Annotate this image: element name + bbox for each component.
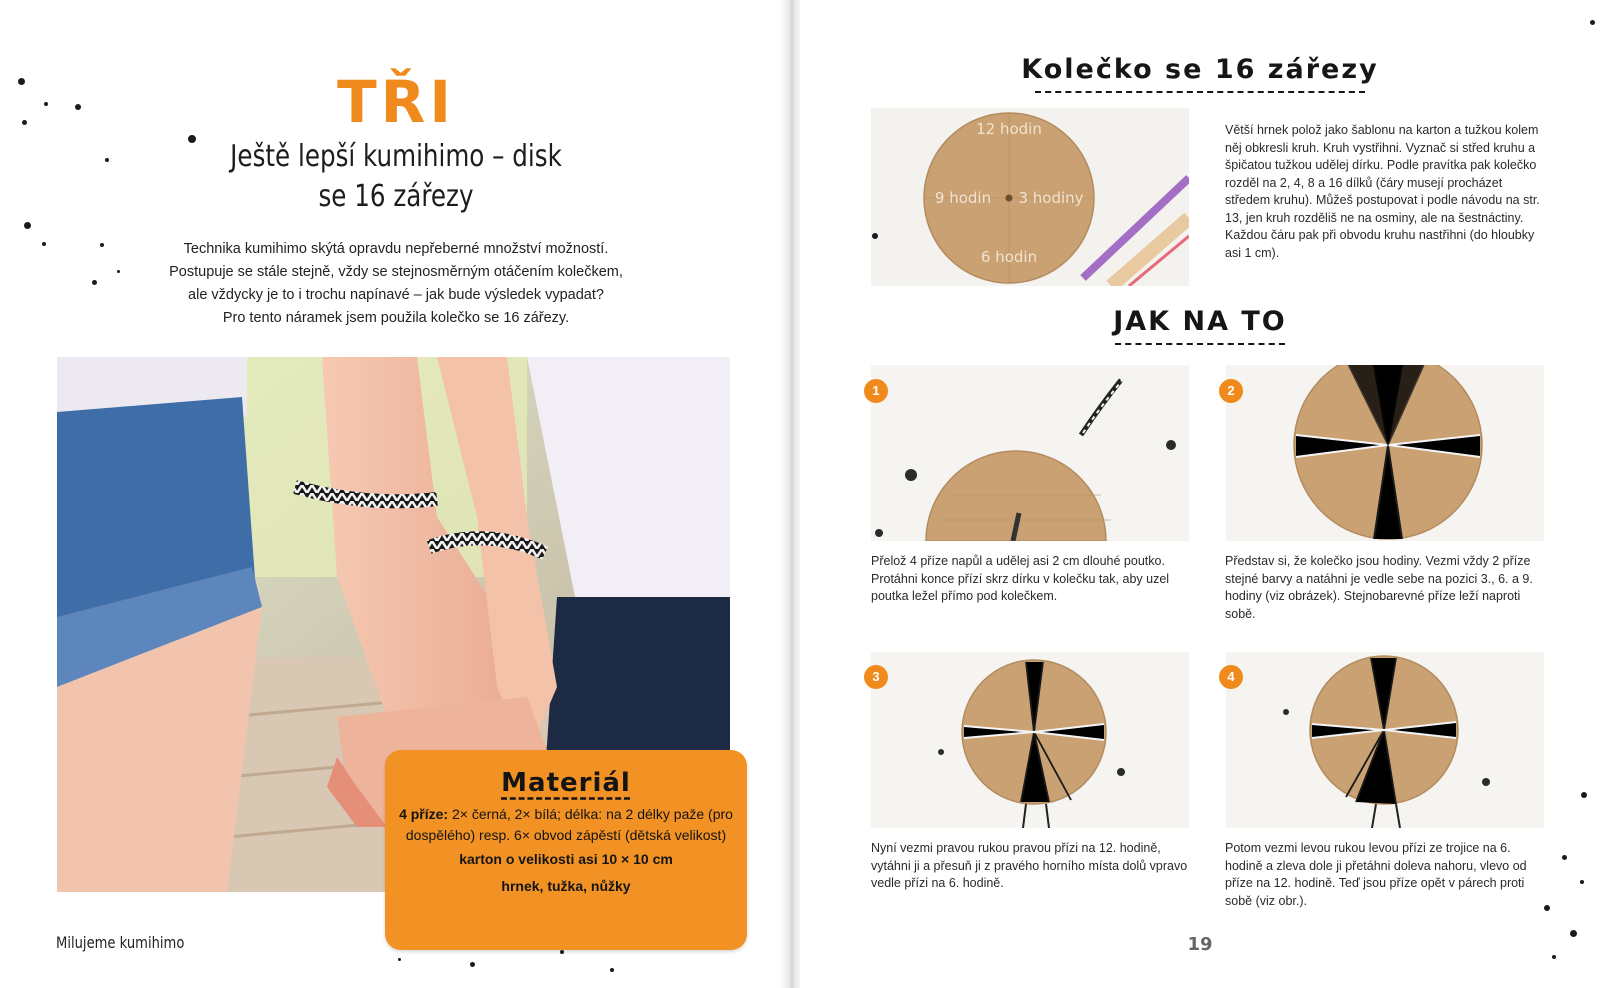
disc-heading-text: Kolečko se 16 zářezy <box>1021 54 1379 85</box>
ink-dot <box>1552 955 1556 959</box>
ink-dot <box>1562 855 1567 860</box>
title-line: se 16 zářezy <box>318 179 474 214</box>
title-line: Ještě lepší kumihimo – disk <box>230 139 562 174</box>
ink-dot <box>470 962 475 967</box>
intro-line: Postupuje se stále stejně, vždy se stejnosměrným otáčením kolečkem, <box>169 264 623 280</box>
disc-heading <box>1020 54 1380 93</box>
step-3-illustration <box>871 652 1189 828</box>
step-3-photo <box>871 652 1189 828</box>
step-2-text: Představ si, že kolečko jsou hodiny. Vezmi vždy 2 příze stejné barvy a natáhni je vedle sebe na pozici 3., 6. a 9. hodiny (viz obrázek). Stejnobarevné příze leží naproti sobě. <box>1225 554 1533 621</box>
book-title-footer: Milujeme kumihimo <box>56 933 185 952</box>
material-tools: hrnek, tužka, nůžky <box>501 878 631 894</box>
ink-dot <box>560 950 564 954</box>
disc-label-9: 9 hodin <box>934 189 992 207</box>
step-1-text: Přelož 4 příze napůl a udělej asi 2 cm dlouhé poutko. Protáhni konce přízí skrz dírku v kolečku tak, aby uzel poutka ležel přímo pod kolečkem. <box>871 554 1170 603</box>
ink-dot <box>1590 20 1595 25</box>
intro-line: Pro tento náramek jsem použila kolečko se 16 zářezy. <box>222 310 570 326</box>
step-1-illustration <box>871 365 1189 541</box>
page-number: 19 <box>1187 934 1213 955</box>
step-3-badge: 3 <box>864 665 888 689</box>
right-page <box>800 0 1600 988</box>
step-3-text: Nyní vezmi pravou rukou pravou přízi na 12. hodině, vytáhni ji a přesuň ji z pravého horního místa dolů vpravo vedle přízi na 6. hodině. <box>871 841 1188 890</box>
cardboard-disc-photo <box>871 108 1189 286</box>
chapter-number: TŘI <box>337 68 455 136</box>
ink-dot <box>1570 930 1577 937</box>
ink-dot <box>1580 880 1584 884</box>
step-2-illustration <box>1226 365 1544 541</box>
step-2-badge: 2 <box>1219 379 1243 403</box>
material-yarn <box>399 804 733 846</box>
material-heading: Materiál <box>501 768 631 798</box>
heading-dashed-rule <box>1115 343 1285 345</box>
heading-dashed-rule <box>1035 91 1365 93</box>
ink-dot <box>610 968 614 972</box>
step-1-badge: 1 <box>864 379 888 403</box>
marked-disc-illustration <box>871 108 1189 286</box>
howto-heading <box>1110 306 1290 345</box>
ink-dot <box>398 958 401 961</box>
disc-label-3: 3 hodiny <box>1018 189 1084 207</box>
intro-line: ale vždycky je to i trochu napínavé – jak bude výsledek vypadat? <box>188 287 604 303</box>
ink-dot <box>42 242 46 246</box>
intro-line: Technika kumihimo skýtá opravdu nepřeberné množství možností. <box>183 241 609 257</box>
step-4-photo <box>1226 652 1544 828</box>
left-page <box>0 0 792 988</box>
disc-label-12: 12 hodin <box>976 120 1042 138</box>
disc-label-6: 6 hodin <box>980 248 1038 266</box>
intro-text <box>120 238 672 330</box>
ink-dot <box>24 222 31 229</box>
material-cardboard: karton o velikosti asi 10 × 10 cm <box>459 851 673 867</box>
material-yarn-label: 4 příze: <box>399 806 449 822</box>
step-4-badge: 4 <box>1219 665 1243 689</box>
ink-dot <box>100 243 104 247</box>
step-1-photo <box>871 365 1189 541</box>
material-box <box>385 750 747 950</box>
project-title <box>71 137 720 217</box>
howto-heading-text: JAK NA TO <box>1113 306 1287 337</box>
ink-dot <box>1581 792 1587 798</box>
ink-dot <box>92 280 97 285</box>
step-2-photo <box>1226 365 1544 541</box>
disc-instructions: Větší hrnek polož jako šablonu na karton a tužkou kolem něj obkresli kruh. Kruh vystřihni. Vyznač si střed kruhu a špičatou tužkou udělej dírku. Podle pravítka pak kolečko rozděl na 2, 4, 8 a 16 dílků (čáry musejí procházet středem kruhu). Můžeš postupovat i podle návodu na str. 13, jen kruh rozděliš ne na osminy, ale na šestnáctiny. Každou čáru pak při obvodu kruhu nastřihni (do hloubky asi 1 cm). <box>1225 123 1540 260</box>
step-4-text: Potom vezmi levou rukou levou přízi ze trojice na 6. hodině a zleva dole ji přetáhni doleva nahoru, vlevo od příze na 12. hodině. Teď jsou příze opět v párech proti sobě (viz obr.). <box>1225 841 1527 908</box>
material-yarn-text: 2× černá, 2× bílá; délka: na 2 délky paže (pro dospělého) resp. 6× obvod zápěstí (dětská velikost) <box>405 806 733 843</box>
step-4-illustration <box>1226 652 1544 828</box>
